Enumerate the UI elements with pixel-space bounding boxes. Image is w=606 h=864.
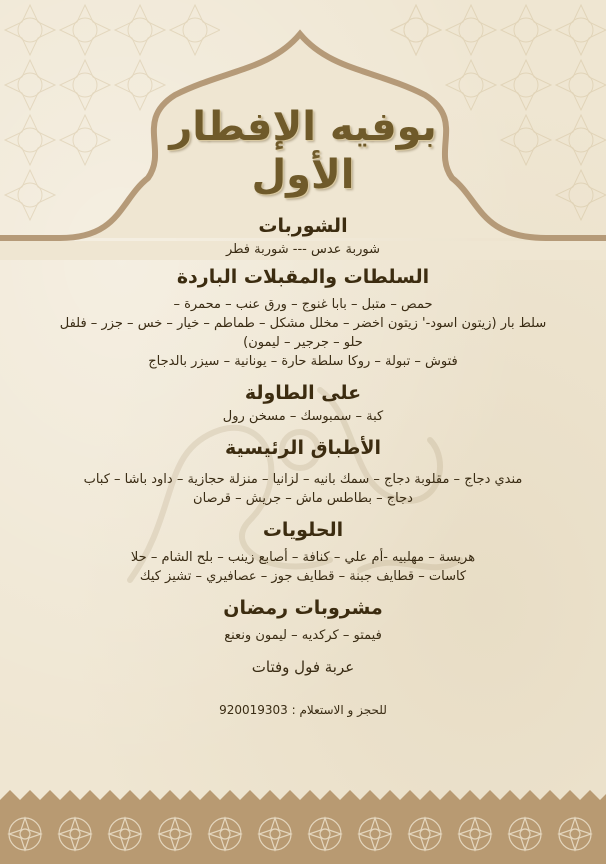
section-heading: على الطاولة [244, 382, 362, 404]
menu-line: حلو – جرجير – ليمون) [243, 335, 363, 350]
section-drinks [40, 594, 566, 645]
menu-line: دجاج – بطاطس ماش – جريش – قرصان [193, 491, 413, 506]
menu-line: حمص – متبل – بابا غنوج – ورق عنب – محمرة – [173, 297, 433, 312]
title-line-1: بوفيه الإفطار [169, 104, 437, 150]
contact-line [40, 701, 566, 719]
section-heading: الشوربات [258, 215, 348, 237]
section-heading: الأطباق الرئيسية [224, 437, 382, 459]
section-heading: مشروبات رمضان [223, 597, 383, 619]
section-table [40, 379, 566, 426]
section-heading: الحلويات [262, 519, 344, 541]
title-line-2: الأول [251, 152, 355, 198]
contact-phone: 920019303 [219, 703, 288, 717]
menu-line: هريسة – مهلبيه -أم علي – كنافة – أصابع زينب – بلح الشام – حلا [130, 550, 476, 565]
menu-line: مندي دجاج – مقلوبة دجاج – سمك بانيه – لزانيا – منزلة حجازية – داود باشا – كباب [83, 472, 523, 487]
menu-line: فيمتو – كركديه – ليمون ونعنع [224, 628, 382, 643]
menu-line: فتوش – تبولة – روكا سلطة حارة – يونانية – سيزر بالدجاج [148, 354, 458, 369]
section-soups [40, 212, 566, 259]
menu-line: كاسات – قطايف جبنة – قطايف جوز – عصافيري – تشيز كيك [139, 569, 467, 584]
menu-line: شوربة عدس --- شوربة فطر [225, 242, 381, 257]
menu-line: كبة – سمبوسك – مسخن رول [222, 409, 384, 424]
contact-label: للحجز و الاستعلام : [291, 703, 387, 717]
menu-line: سلط بار (زيتون اسود-' زيتون اخضر – مخلل مشكل – طماطم – خيار – خس – جزر – فلفل [59, 316, 547, 331]
extra-item: عربة فول وفتات [251, 658, 355, 676]
section-salads [40, 263, 566, 371]
section-mains [40, 434, 566, 508]
section-desserts [40, 516, 566, 586]
menu-content [40, 212, 566, 731]
section-heading: السلطات والمقبلات الباردة [176, 266, 430, 288]
footer-ornament-band [0, 790, 606, 864]
